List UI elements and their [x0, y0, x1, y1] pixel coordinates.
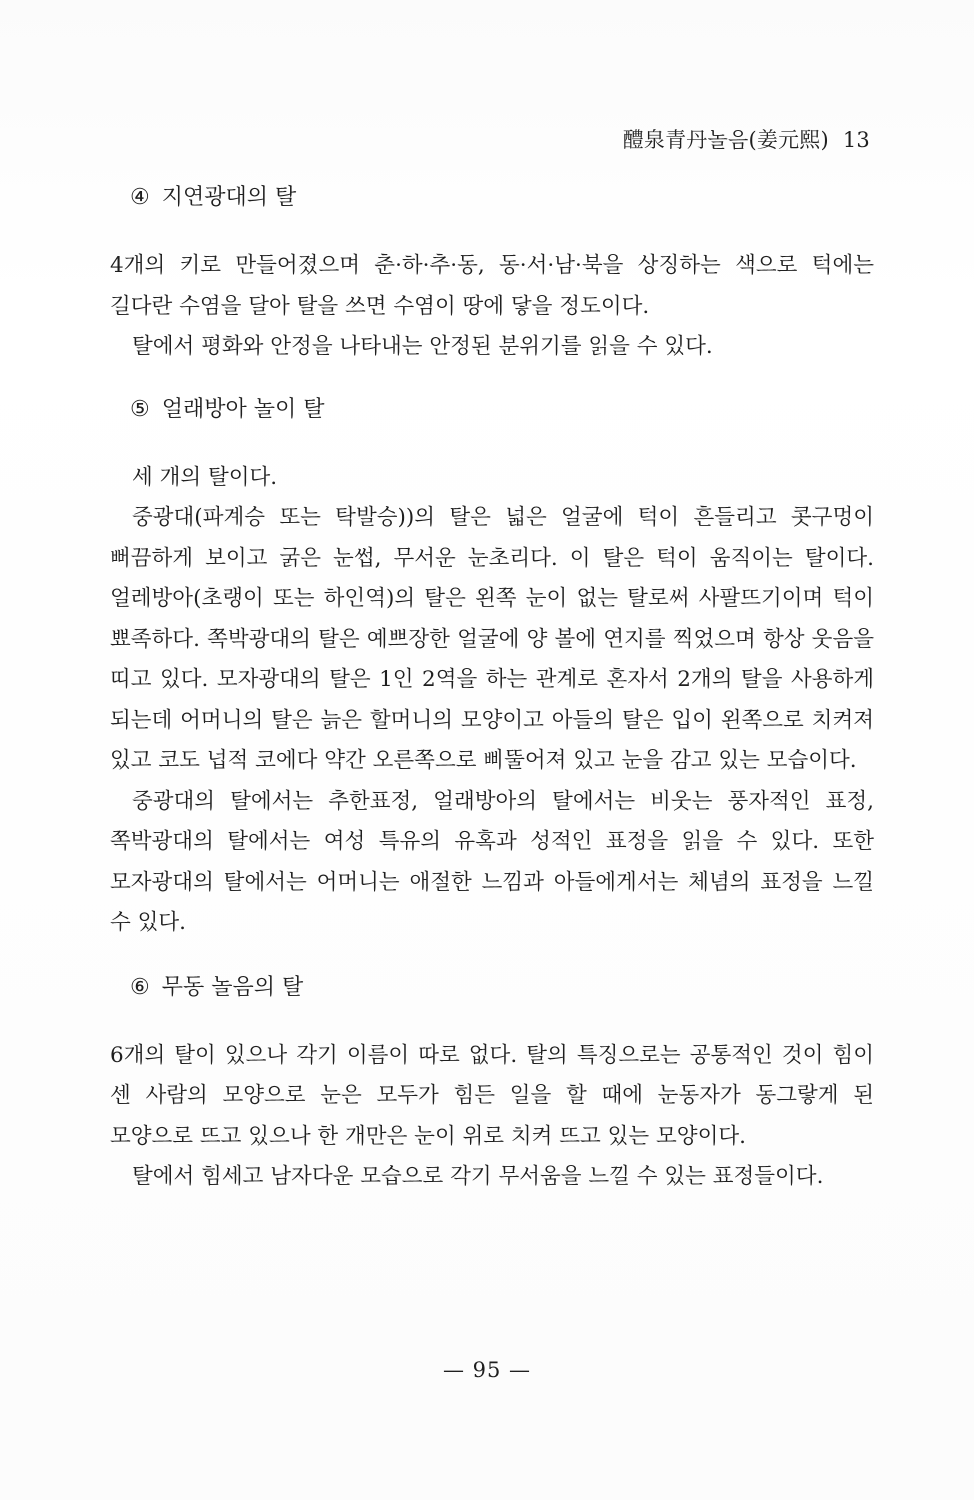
section-number: ⑥ — [130, 974, 150, 1000]
section-number: ④ — [130, 185, 150, 210]
header-title: 醴泉青丹놀음(姜元熙) — [622, 128, 829, 152]
main-content — [110, 182, 874, 1198]
paragraph: 중광대(파계승 또는 탁발승))의 탈은 넓은 얼굴에 턱이 흔들리고 콧구멍이 뻐끔하게 보이고 굵은 눈썹, 무서운 눈초리다. 이 탈은 턱이 움직이는 탈이다. 얼레방아(초랭이 또는 하인역)의 탈은 왼쪽 눈이 없는 탈로써 사팔뜨기이며 턱이 뾰족하다. 쪽박광대의 탈은 예쁘장한 얼굴에 양 볼에 연지를 찍었으며 항상 웃음을 띠고 있다. 모자광대의 탈은 1인 2역을 하는 관계로 혼자서 2개의 탈을 사용하게 되는데 어머니의 탈은 늙은 할머니의 모양이고 아들의 탈은 입이 왼쪽으로 치켜져 있고 코도 넙적 코에다 약간 오른쪽으로 삐뚤어져 있고 눈을 감고 있는 모습이다. — [110, 505, 874, 773]
paragraph: 세 개의 탈이다. — [132, 464, 278, 490]
paragraph: 탈에서 힘세고 남자다운 모습으로 각기 무서움을 느낄 수 있는 표정들이다. — [132, 1164, 824, 1189]
section-number: ⑤ — [130, 396, 150, 422]
section-heading-4 — [110, 182, 874, 214]
header-page-number: 13 — [842, 128, 870, 152]
section-heading-5 — [110, 394, 874, 426]
section-heading-6 — [110, 972, 874, 1004]
paragraph: 탈에서 평화와 안정을 나타내는 안정된 분위기를 읽을 수 있다. — [132, 334, 713, 359]
section-title: 얼래방아 놀이 탈 — [161, 396, 325, 422]
footer-page-label: — 95 — — [442, 1358, 532, 1382]
running-header — [623, 124, 870, 154]
paragraph: 6개의 탈이 있으나 각기 이름이 따로 없다. 탈의 특징으로는 공통적인 것이 힘이 센 사람의 모양으로 눈은 모두가 힘든 일을 할 때에 눈동자가 동그랗게 된 모양으로 뜨고 있으나 한 개만은 눈이 위로 치켜 뜨고 있는 모양이다. — [110, 1042, 874, 1149]
page-footer — [0, 1358, 974, 1382]
paragraph: 4개의 키로 만들어졌으며 춘·하·추·동, 동·서·남·북을 상징하는 색으로 턱에는 길다란 수염을 달아 탈을 쓰면 수염이 땅에 닿을 정도이다. — [110, 253, 874, 319]
section-title: 무동 놀음의 탈 — [161, 974, 304, 1000]
section-title: 지연광대의 탈 — [161, 185, 297, 210]
paragraph: 중광대의 탈에서는 추한표정, 얼래방아의 탈에서는 비웃는 풍자적인 표정, 쪽박광대의 탈에서는 여성 특유의 유혹과 성적인 표정을 읽을 수 있다. 또한 모자광대의 탈에서는 어머니는 애절한 느낌과 아들에게서는 체념의 표정을 느낄 수 있다. — [110, 788, 874, 935]
